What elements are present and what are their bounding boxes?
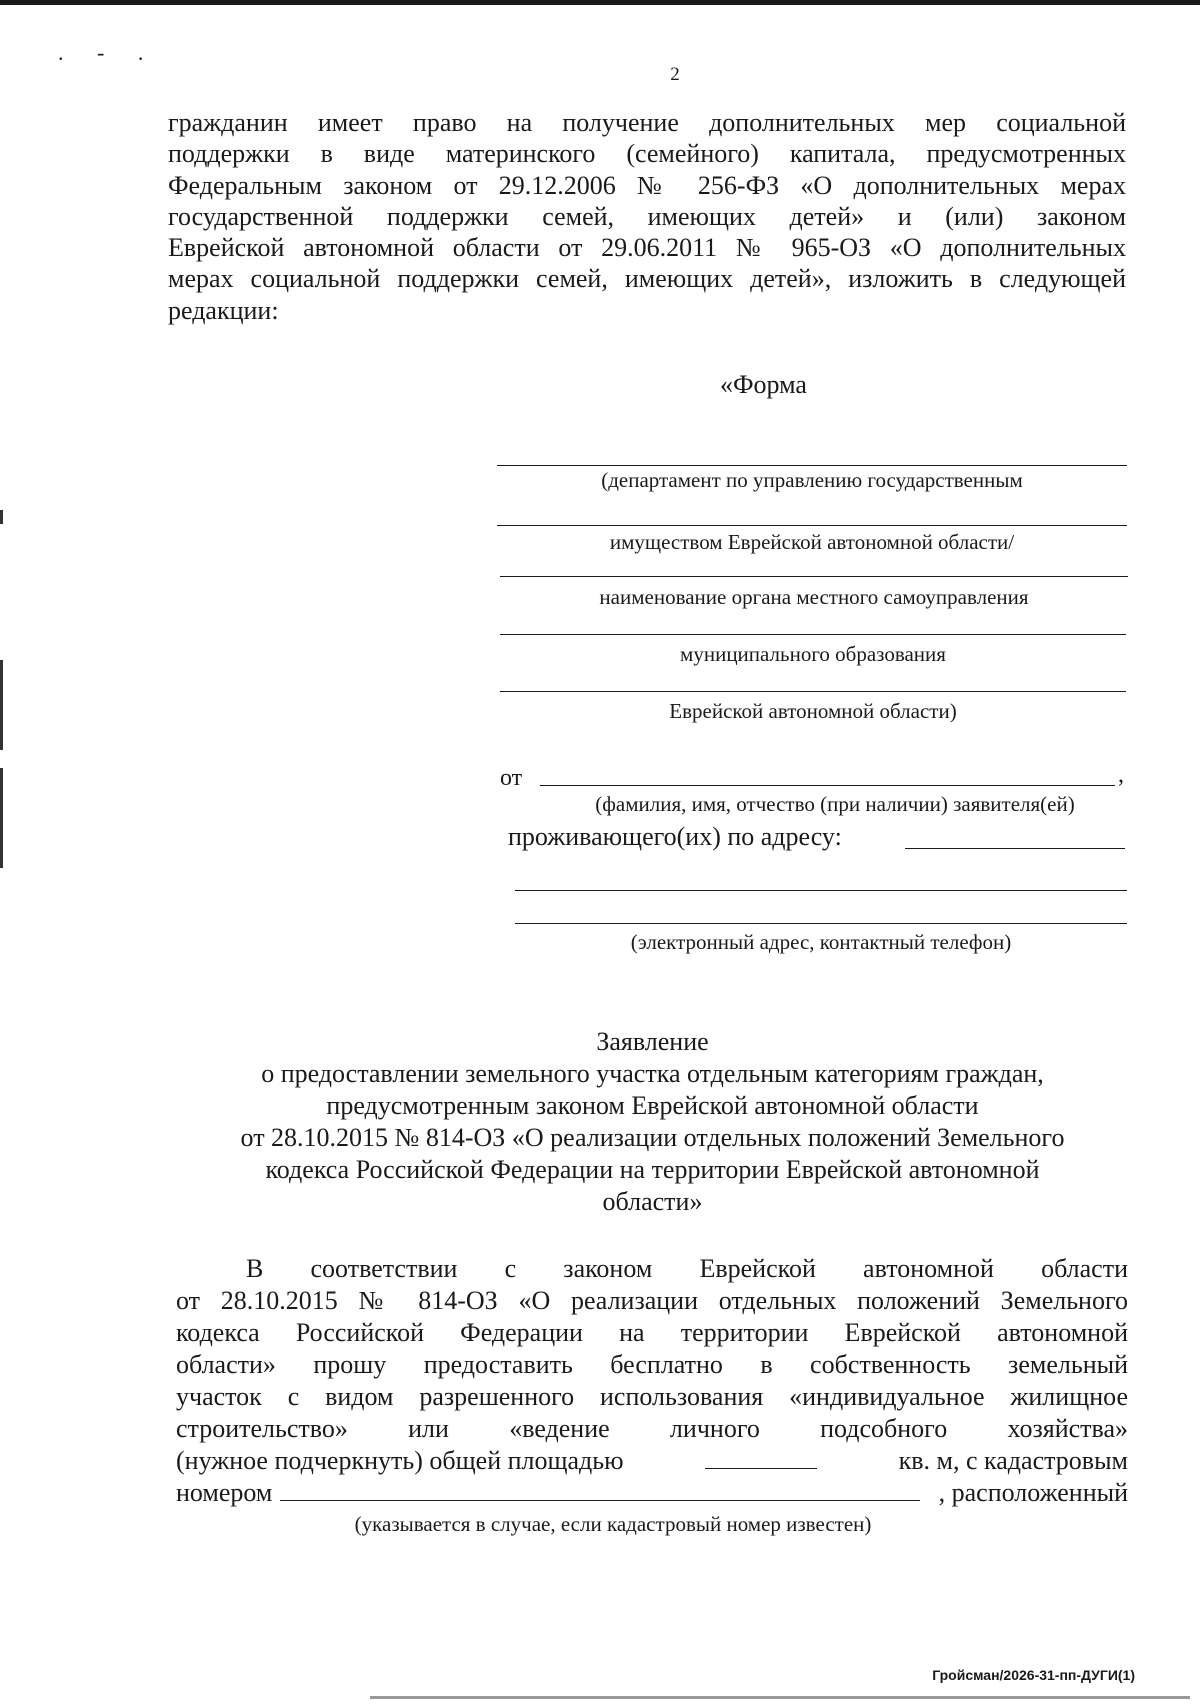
- applicant-name-line: [540, 785, 1115, 786]
- recipient-line-1: [497, 465, 1127, 466]
- intro-line: Федеральным законом от 29.12.2006 № 256-ФЗ «О дополнительных мерах: [168, 170, 1126, 200]
- form-title: «Форма: [720, 370, 807, 399]
- body-line: строительство» или «ведение личного подсобного хозяйства»: [176, 1414, 1128, 1443]
- area-blank: [705, 1446, 817, 1469]
- area-line: [176, 1445, 1128, 1477]
- page-number: 2: [670, 64, 680, 85]
- corner-marks: . - .: [58, 40, 158, 65]
- cadastral-annotation: (указывается в случае, если кадастровый номер известен): [354, 1512, 872, 1536]
- body-line: от 28.10.2015 № 814-ОЗ «О реализации отдельных положений Земельного: [176, 1286, 1128, 1315]
- scan-edge-top: [0, 0, 1200, 5]
- body-paragraph: [176, 1253, 1128, 1509]
- recipient-line-5: [500, 691, 1126, 692]
- body-line: В соответствии с законом Еврейской автономной области: [246, 1254, 1128, 1283]
- recipient-annotation: наименование органа местного самоуправления: [599, 585, 1029, 609]
- from-comma: ,: [1118, 762, 1124, 788]
- statement-subtitle-line: от 28.10.2015 № 814-ОЗ «О реализации отдельных положений Земельного: [240, 1123, 1065, 1152]
- intro-line: редакции:: [168, 295, 279, 325]
- statement-title: Заявление: [596, 1027, 709, 1056]
- scan-edge-left-2: [0, 660, 3, 750]
- scan-edge-left-3: [0, 768, 3, 868]
- intro-line: Еврейской автономной области от 29.06.2011 № 965-ОЗ «О дополнительных: [168, 233, 1126, 263]
- intro-line: гражданин имеет право на получение дополнительных мер социальной: [168, 108, 1126, 137]
- body-line: области» прошу предоставить бесплатно в собственность земельный: [176, 1350, 1128, 1379]
- recipient-line-3: [500, 576, 1128, 577]
- scan-edge-left-1: [0, 510, 3, 524]
- cadastral-blank: [280, 1478, 920, 1501]
- scan-edge-bottom: [370, 1696, 1190, 1699]
- area-label: (нужное подчеркнуть) общей площадью: [176, 1446, 624, 1475]
- statement-subtitle-line: предусмотренным законом Еврейской автономной области: [326, 1091, 979, 1120]
- intro-line: поддержки в виде материнского (семейного) капитала, предусмотренных: [168, 139, 1126, 169]
- intro-paragraph: [168, 107, 1126, 326]
- recipient-line-4: [500, 634, 1126, 635]
- statement-subtitle-line: о предоставлении земельного участка отдельным категориям граждан,: [261, 1059, 1044, 1088]
- statement-subtitle-line: области»: [602, 1187, 703, 1216]
- body-line: кодекса Российской Федерации на территории Еврейской автономной: [176, 1318, 1128, 1347]
- contact-line: [515, 923, 1127, 924]
- area-unit-label: кв. м, с кадастровым: [898, 1446, 1128, 1475]
- recipient-annotation: Еврейской автономной области): [669, 699, 957, 723]
- intro-line: государственной поддержки семей, имеющих детей» и (или) законом: [168, 201, 1126, 231]
- statement-heading: [150, 1026, 1155, 1218]
- intro-line: мерах социальной поддержки семей, имеющих детей», изложить в следующей: [168, 264, 1126, 294]
- cadastral-label: номером: [176, 1478, 273, 1507]
- body-line: участок с видом разрешенного использования «индивидуальное жилищное: [176, 1382, 1128, 1411]
- recipient-line-2: [497, 525, 1127, 526]
- recipient-annotation: имуществом Еврейской автономной области/: [609, 530, 1015, 554]
- address-line-1: [905, 848, 1125, 849]
- address-label: проживающего(их) по адресу:: [508, 822, 842, 851]
- address-line-2: [515, 890, 1127, 891]
- cadastral-after: , расположенный: [938, 1478, 1128, 1507]
- cadastral-line: [176, 1477, 1128, 1509]
- document-code: Гройсман/2026-31-пп-ДУГИ(1): [932, 1667, 1135, 1683]
- applicant-annotation: (фамилия, имя, отчество (при наличии) заявителя(ей): [595, 792, 1075, 816]
- statement-subtitle-line: кодекса Российской Федерации на территории Еврейской автономной: [265, 1155, 1040, 1184]
- recipient-annotation: муниципального образования: [680, 642, 946, 666]
- contact-annotation: (электронный адрес, контактный телефон): [630, 930, 1012, 954]
- from-label: от: [500, 765, 523, 791]
- recipient-annotation: (департамент по управлению государственным: [601, 468, 1023, 492]
